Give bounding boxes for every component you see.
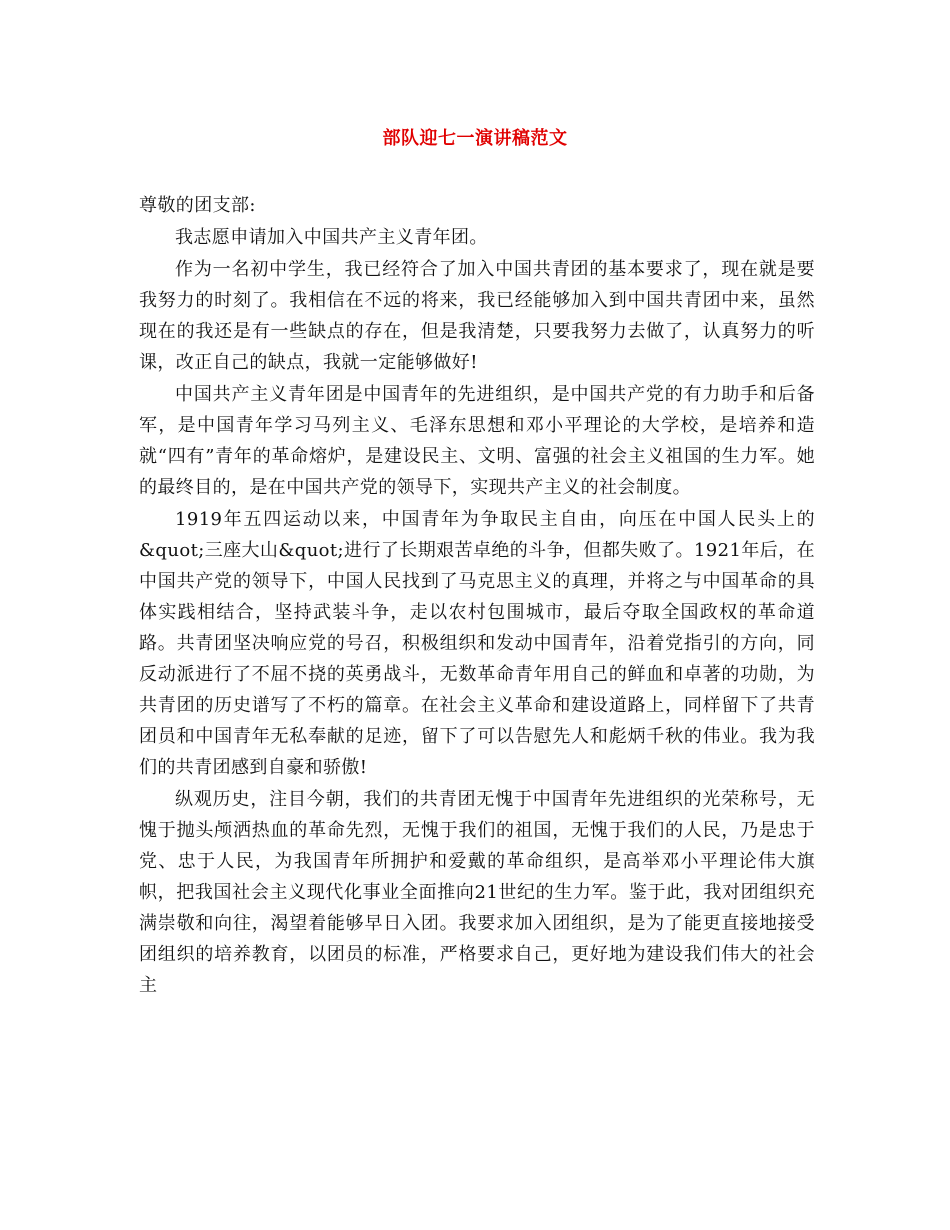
paragraph-2: 作为一名初中学生，我已经符合了加入中国共青团的基本要求了，现在就是要我努力的时刻了。我相信在不远的将来，我已经能够加入到中国共青团中来，虽然现在的我还是有一些缺点的存在，但是我清楚，只要我努力去做了，认真努力的听课，改正自己的缺点，我就一定能够做好! xyxy=(139,259,815,373)
paragraph-1: 我志愿申请加入中国共产主义青年团。 xyxy=(175,227,488,248)
paragraph-3: 中国共产主义青年团是中国青年的先进组织，是中国共产党的有力助手和后备军，是中国青年学习马列主义、毛泽东思想和邓小平理论的大学校，是培养和造就“四有”青年的革命熔炉，是建设民主、文明、富强的社会主义祖国的生力军。她的最终目的，是在中国共产党的领导下，实现共产主义的社会制度。 xyxy=(139,384,815,498)
paragraph-5: 纵观历史，注目今朝，我们的共青团无愧于中国青年先进组织的光荣称号，无愧于抛头颅洒热血的革命先烈，无愧于我们的祖国，无愧于我们的人民，乃是忠于党、忠于人民，为我国青年所拥护和爱戴的革命组织，是高举邓小平理论伟大旗帜，把我国社会主义现代化事业全面推向21世纪的生力军。鉴于此，我对团组织充满崇敬和向往，渴望着能够早日入团。我要求加入团组织，是为了能更直接地接受团组织的培养教育，以团员的标准，严格要求自己，更好地为建设我们伟大的社会主 xyxy=(139,789,815,996)
paragraph-4: 1919年五四运动以来，中国青年为争取民主自由，向压在中国人民头上的&quot;三座大山&quot;进行了长期艰苦卓绝的斗争，但都失败了。1921年后，在中国共产党的领导下，中国人民找到了马克思主义的真理，并将之与中国革命的具体实践相结合，坚持武装斗争，走以农村包围城市，最后夺取全国政权的革命道路。共青团坚决响应党的号召，积极组织和发动中国青年，沿着党指引的方向，同反动派进行了不屈不挠的英勇战斗，无数革命青年用自己的鲜血和卓著的功勋，为共青团的历史谱写了不朽的篇章。在社会主义革命和建设道路上，同样留下了共青团员和中国青年无私奉献的足迹，留下了可以告慰先人和彪炳千秋的伟业。我为我们的共青团感到自豪和骄傲! xyxy=(139,509,815,778)
document-title: 部队迎七一演讲稿范文 xyxy=(382,128,568,149)
salutation: 尊敬的团支部: xyxy=(139,195,256,216)
document-body xyxy=(139,190,815,1002)
